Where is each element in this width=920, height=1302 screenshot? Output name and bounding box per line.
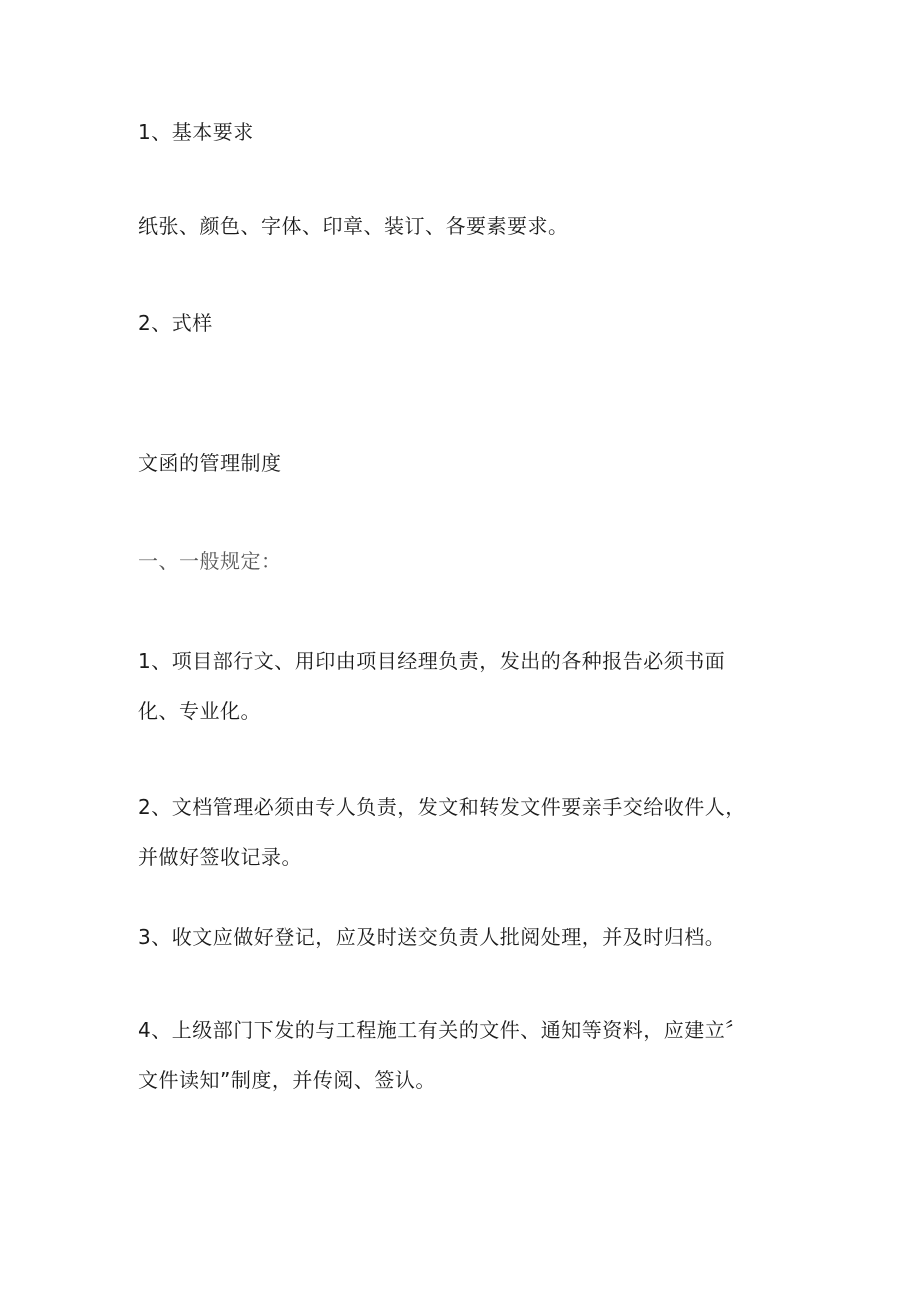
document-title: 文函的管理制度	[138, 451, 282, 475]
item-1-line-1: 1、项目部行文、用印由项目经理负责，发出的各种报告必须书面	[138, 649, 726, 673]
subheading: 一、一般规定：	[138, 549, 282, 573]
item-3-line-1: 3、收文应做好登记，应及时送交负责人批阅处理，并及时归档。	[138, 925, 726, 949]
item-4-line-1: 4、上级部门下发的与工程施工有关的文件、通知等资料，应建立〞	[138, 1018, 746, 1042]
item-4-line-2: 文件读知”制度，并传阅、签认。	[138, 1068, 436, 1092]
section-2-heading: 2、式样	[138, 311, 213, 335]
item-2-line-1: 2、文档管理必须由专人负责，发文和转发文件要亲手交给收件人，	[138, 795, 746, 819]
item-2-line-2: 并做好签收记录。	[138, 845, 302, 869]
section-1-body: 纸张、颜色、字体、印章、装订、各要素要求。	[138, 214, 569, 238]
section-1-heading: 1、基本要求	[138, 120, 254, 144]
item-1-line-2: 化、专业化。	[138, 699, 261, 723]
